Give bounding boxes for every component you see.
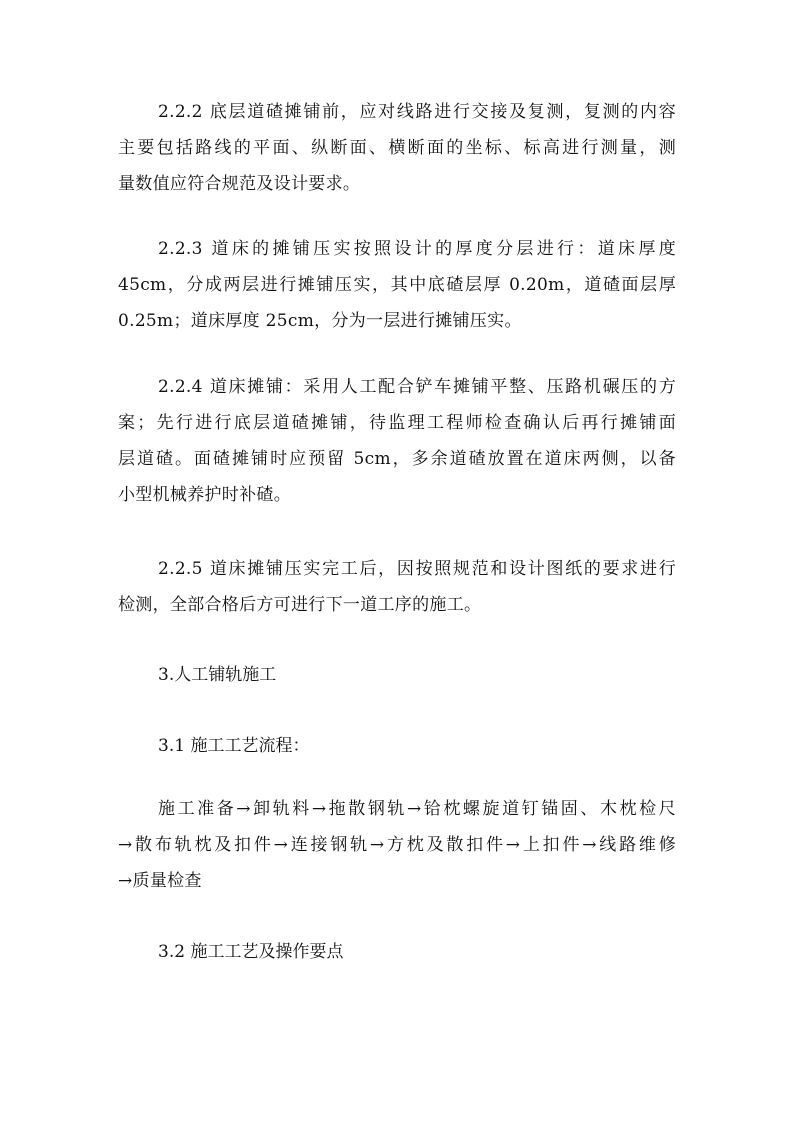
paragraph-line: 2.2.4 道床摊铺：采用人工配合铲车摊铺平整、压路机碾压的方 xyxy=(158,377,676,397)
paragraph-line: →质量检查 xyxy=(118,871,202,891)
paragraph-line: 量数值应符合规范及设计要求。 xyxy=(118,174,361,194)
paragraph-line: 45cm，分成两层进行摊铺压实，其中底碴层厚 0.20m，道碴面层厚 xyxy=(118,275,676,295)
paragraph-line: 主要包括路线的平面、纵断面、横断面的坐标、标高进行测量，测 xyxy=(118,138,676,158)
section-heading-3: 3.人工铺轨施工 xyxy=(158,665,277,685)
paragraph-line: 2.2.2 底层道碴摊铺前，应对线路进行交接及复测，复测的内容 xyxy=(158,102,676,122)
paragraph-2-2-5 xyxy=(118,551,676,623)
paragraph-2-2-3 xyxy=(118,231,676,339)
section-heading-3-1: 3.1 施工工艺流程： xyxy=(158,736,310,756)
process-flow-paragraph xyxy=(118,791,676,899)
paragraph-line: 小型机械养护时补碴。 xyxy=(118,485,291,505)
paragraph-line: 案；先行进行底层道碴摊铺，待监理工程师检查确认后再行摊铺面 xyxy=(118,413,676,433)
section-heading-3-2: 3.2 施工工艺及操作要点 xyxy=(158,942,344,962)
paragraph-line: 2.2.3 道床的摊铺压实按照设计的厚度分层进行：道床厚度 xyxy=(158,239,676,259)
paragraph-2-2-4 xyxy=(118,369,676,513)
paragraph-line: 检测，全部合格后方可进行下一道工序的施工。 xyxy=(118,595,482,615)
paragraph-line: 层道碴。面碴摊铺时应预留 5cm，多余道碴放置在道床两侧，以备 xyxy=(118,449,676,469)
paragraph-line: 0.25m；道床厚度 25cm，分为一层进行摊铺压实。 xyxy=(118,311,522,331)
paragraph-2-2-2 xyxy=(118,94,676,202)
paragraph-line: 2.2.5 道床摊铺压实完工后，因按照规范和设计图纸的要求进行 xyxy=(158,559,676,579)
paragraph-line: 施工准备→卸轨料→拖散钢轨→铪枕螺旋道钉锚固、木枕检尺 xyxy=(158,799,676,819)
paragraph-line: →散布轨枕及扣件→连接钢轨→方枕及散扣件→上扣件→线路维修 xyxy=(118,835,676,855)
